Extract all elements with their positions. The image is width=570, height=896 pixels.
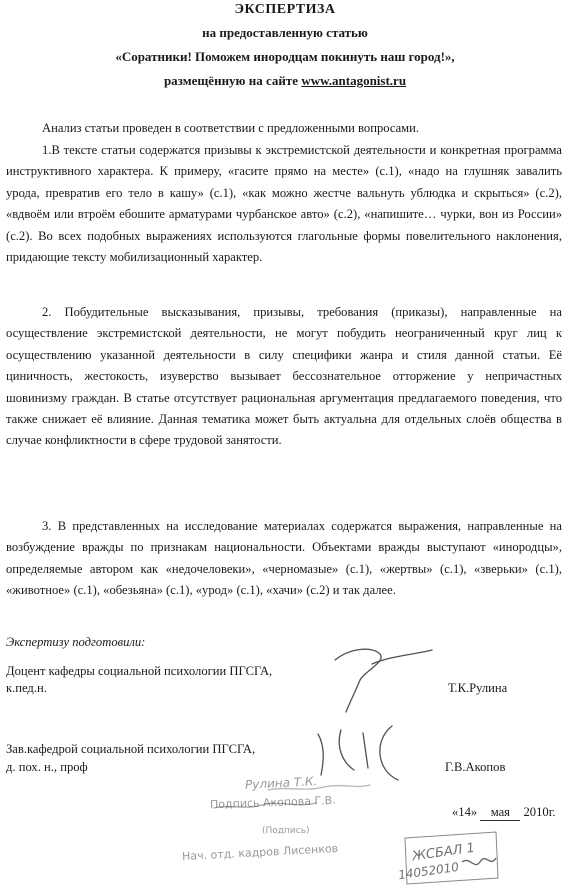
certification-stamp-caption: (Подпись) [262,826,310,836]
prepared-by-label: Экспертизу подготовили: [6,635,146,649]
signature-1-stroke [335,649,381,712]
signer-1-degree: к.пед.н. [6,681,47,695]
site-prefix: размещённую на сайте [163,73,302,88]
article-title: «Соратники! Поможем инородцам покинуть наш город!», [115,49,455,64]
stamp-scribble [462,858,496,865]
certification-stamp-line: Подпись Акопова Г.В. [209,793,336,812]
paragraph-3: 3. В представленных на исследование материалах содержатся выражения, направленные на возбуждение вражды по признакам национальности. Объектами вражды выступают «инородцы», определяемые автором как «недочеловеки», «черномазые» (с.1), «жертвы» (с.1), «зверьки» (с.1), «животное» (с.1), «обезьяна» (с.1), «урод» (с.1), «хачи» (с.2) и так далее. [6,519,562,598]
site-link: www.antagonist.ru [301,73,407,88]
handwritten-note-1: Рулина Т.К. [244,774,318,792]
signature-2-stroke-a [318,734,323,775]
handwritten-note-2: ЖСБАЛ 1 [411,840,476,865]
signer-2-degree: д. пох. н., проф [6,760,88,774]
date-month: мая [480,805,520,821]
signature-2-stroke-b [339,730,354,770]
hr-stamp-line: Нач. отд. кадров Лисенков [181,841,339,864]
date-year: 2010г. [523,805,556,819]
signature-2-stroke-d [363,733,368,768]
signature-2-stroke-c [380,726,398,780]
paragraph-2: 2. Побудительные высказывания, призывы, требования (приказы), направленные на осуществление экстремистской деятельности, не могут побудить неограниченный круг лиц к осуществлению указанной деятельности в силу специфики жанра и стиля данной статьи. Её циничность, жестокость, изуверство вызывает бессознательное отторжение у непричастных шовинизму граждан. В статье отсутствует рациональная аргументация предлагаемого поведения, что также снижает её влияние. Данная тематика может быть актуальна для отдельных слоёв общества в случае конфликтности в сфере трудовой занятости. [6,305,562,448]
handwritten-note-3: 14052010 [397,859,460,883]
signer-1-name: Т.К.Рулина [448,681,508,695]
subtitle-line-1: на предоставленную статью [202,25,368,40]
signature-1-flourish [372,650,432,664]
document-title: ЭКСПЕРТИЗА [234,2,336,17]
intro-paragraph: Анализ статьи проведен в соответствии с предложенными вопросами. [42,121,420,135]
paragraph-1: 1.В тексте статьи содержатся призывы к экстремистской деятельности и конкретная программа инструктивного характера. К примеру, «гасите прямо на месте» (с.1), «надо на глушняк завалить урода, превратив его тело в кашу» (с.1), «как можно жестче вальнуть ублюдка и скрыться» (с.2), «вдвоём или втроём ебошите арматурами чурбанское авто» (с.2), «напишите… чурки, вон из России» (с.2). Во всех подобных выражениях используются глагольные формы повелительного наклонения, придающие тексту мобилизационный характер. [6,143,562,265]
signer-2-position: Зав.кафедрой социальной психологии ПГСГА, [6,742,256,756]
date-day: «14» [452,805,478,819]
signer-1-position: Доцент кафедры социальной психологии ПГСГА, [6,664,273,678]
subtitle-line-3 [0,73,570,89]
document-date [452,805,556,821]
signer-2-name: Г.В.Акопов [445,760,506,774]
